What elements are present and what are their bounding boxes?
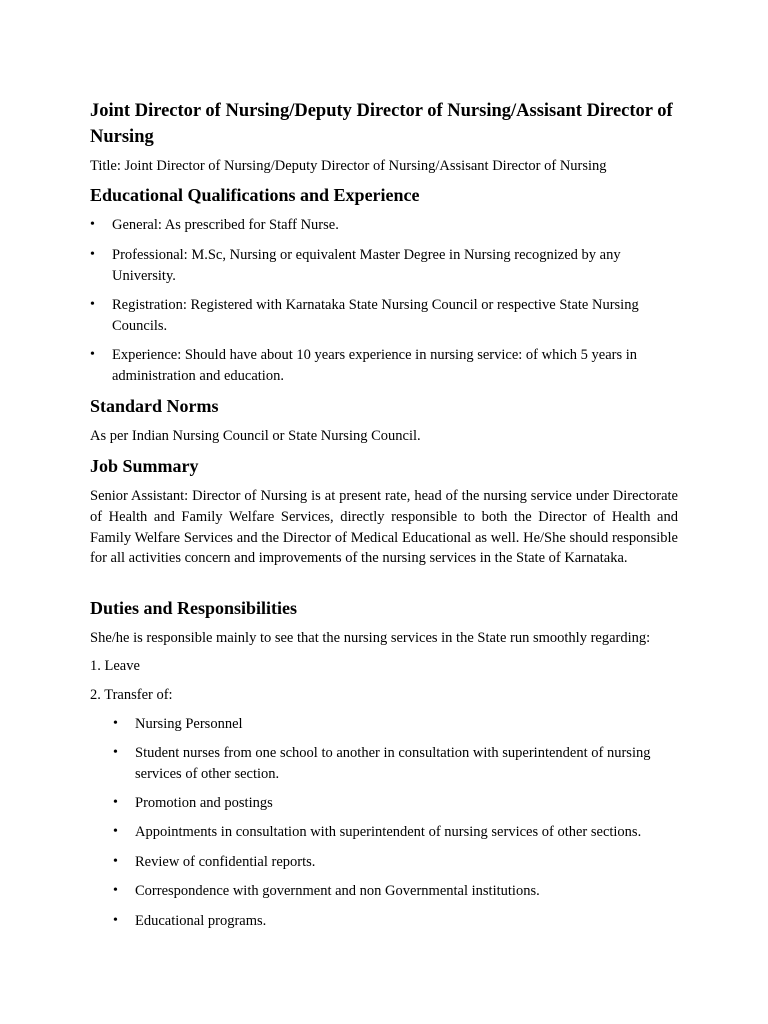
list-item: • Educational programs. xyxy=(135,911,680,932)
bullet-icon: • xyxy=(113,716,118,731)
bullet-icon: • xyxy=(113,854,118,869)
list-item: • Student nurses from one school to another in consultation with superintendent of nursing services of other section. xyxy=(113,745,651,782)
numbered-item-transfer: 2. Transfer of: xyxy=(90,687,173,703)
bullet-icon: • xyxy=(90,297,95,312)
list-item: • Professional: M.Sc, Nursing or equivalent Master Degree in Nursing recognized by any University. xyxy=(90,247,621,284)
bullet-icon: • xyxy=(90,217,95,232)
bullet-icon: • xyxy=(90,247,95,262)
summary-text: Senior Assistant: Director of Nursing is at present rate, head of the nursing service under Directorate of Health and Family Welfare Services, directly responsible to both the Director of Health and Family Welfare Services and the Director of Medical Educational as well. He/She should responsible for all activities concern and improvements of the nursing services in the State of Karnataka. xyxy=(90,488,678,567)
norms-heading: Standard Norms xyxy=(90,396,219,416)
list-item: • Experience: Should have about 10 years experience in nursing service: of which 5 years in administration and education. xyxy=(90,347,638,384)
numbered-item-leave: 1. Leave xyxy=(90,658,140,674)
bullet-icon: • xyxy=(113,795,118,810)
list-item: • Promotion and postings xyxy=(135,793,680,814)
bullet-icon: • xyxy=(113,745,118,760)
document-heading: Joint Director of Nursing/Deputy Director of Nursing/Assisant Director of Nursing xyxy=(90,101,673,147)
list-item: • Nursing Personnel xyxy=(135,714,680,735)
list-item: • Appointments in consultation with superintendent of nursing services of other sections. xyxy=(135,822,680,843)
bullet-icon: • xyxy=(113,824,118,839)
list-item: • Review of confidential reports. xyxy=(135,852,680,873)
summary-heading: Job Summary xyxy=(90,456,199,476)
list-item: • Registration: Registered with Karnataka State Nursing Council or respective State Nursing Councils. xyxy=(90,297,639,334)
bullet-icon: • xyxy=(113,913,118,928)
title-line: Title: Joint Director of Nursing/Deputy Director of Nursing/Assisant Director of Nursing xyxy=(90,158,607,174)
bullet-icon: • xyxy=(90,347,95,362)
duties-heading: Duties and Responsibilities xyxy=(90,598,298,618)
norms-text: As per Indian Nursing Council or State Nursing Council. xyxy=(90,428,421,444)
list-item: • General: As prescribed for Staff Nurse. xyxy=(112,215,672,236)
qualifications-heading: Educational Qualifications and Experience xyxy=(90,185,420,205)
list-item: • Correspondence with government and non Governmental institutions. xyxy=(135,881,680,902)
bullet-icon: • xyxy=(113,883,118,898)
duties-intro: She/he is responsible mainly to see that the nursing services in the State run smoothly regarding: xyxy=(90,630,651,646)
